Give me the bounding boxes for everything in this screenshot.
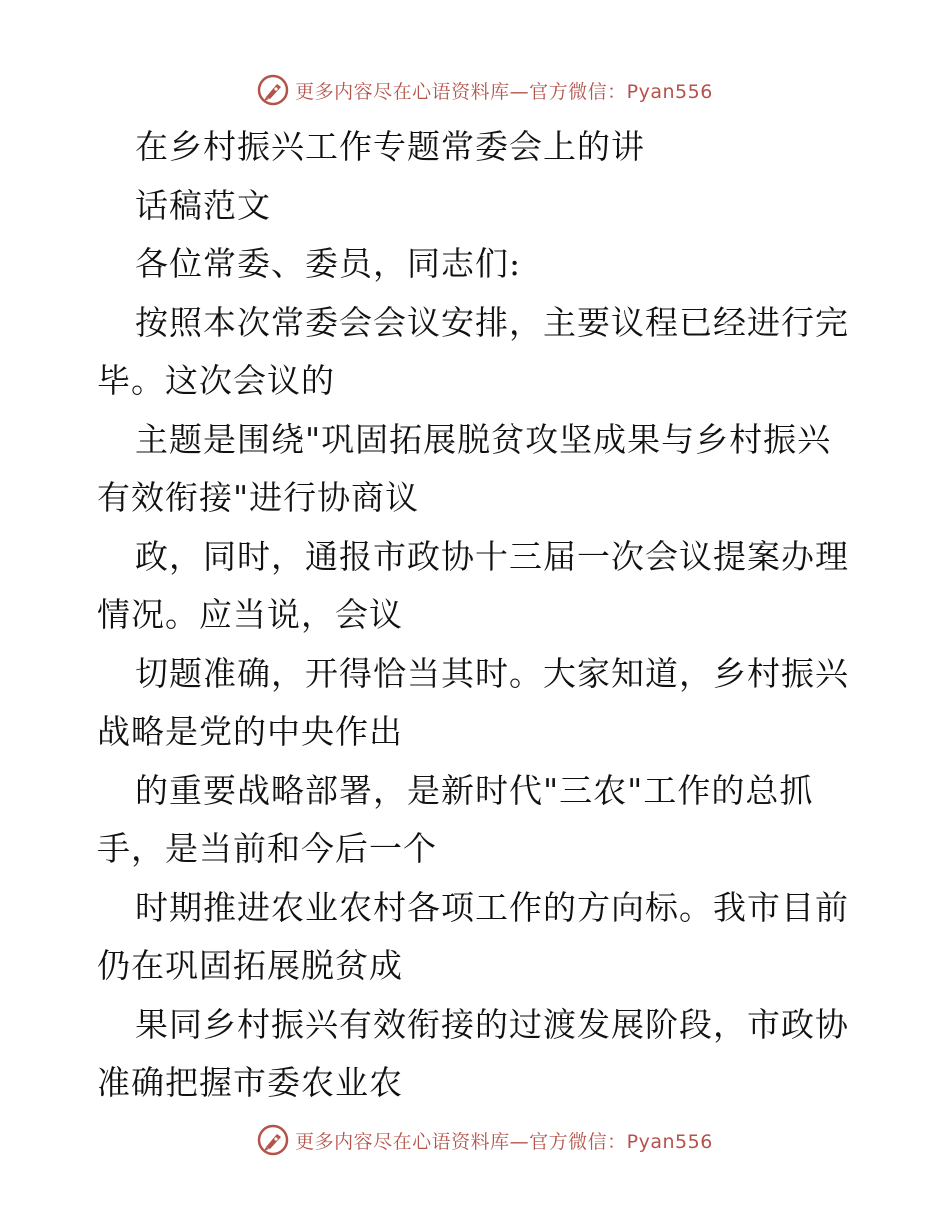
paragraph-line: 毕。这次会议的 — [97, 361, 335, 400]
paragraph-line: 政，同时，通报市政协十三届一次会议提案办理 — [135, 537, 849, 576]
paragraph-line: 的重要战略部署，是新时代"三农"工作的总抓 — [135, 771, 814, 810]
paragraph-line: 战略是党的中央作出 — [97, 712, 403, 751]
pen-nib-logo-icon — [257, 1124, 289, 1156]
document-title-line-2: 话稿范文 — [135, 186, 271, 225]
paragraph-line: 果同乡村振兴有效衔接的过渡发展阶段，市政协 — [135, 1005, 849, 1044]
paragraph-line: 仍在巩固拓展脱贫成 — [97, 946, 403, 985]
paragraph-line: 切题准确，开得恰当其时。大家知道，乡村振兴 — [135, 654, 849, 693]
paragraph-line: 主题是围绕"巩固拓展脱贫攻坚成果与乡村振兴 — [135, 420, 832, 459]
banner-text: 更多内容尽在心语资料库—官方微信：Pyan556 — [295, 1130, 713, 1153]
paragraph-line: 有效衔接"进行协商议 — [97, 478, 420, 517]
paragraph-line: 情况。应当说，会议 — [97, 595, 403, 634]
paragraph-line: 准确把握市委农业农 — [97, 1063, 403, 1102]
paragraph-line: 按照本次常委会会议安排，主要议程已经进行完 — [135, 303, 849, 342]
salutation: 各位常委、委员，同志们: — [135, 244, 522, 283]
document-title-line-1: 在乡村振兴工作专题常委会上的讲 — [135, 127, 645, 166]
paragraph-line: 手，是当前和今后一个 — [97, 829, 437, 868]
banner-text: 更多内容尽在心语资料库—官方微信：Pyan556 — [295, 80, 713, 103]
paragraph-line: 时期推进农业农村各项工作的方向标。我市目前 — [135, 888, 849, 927]
footer-banner — [0, 1120, 950, 1160]
